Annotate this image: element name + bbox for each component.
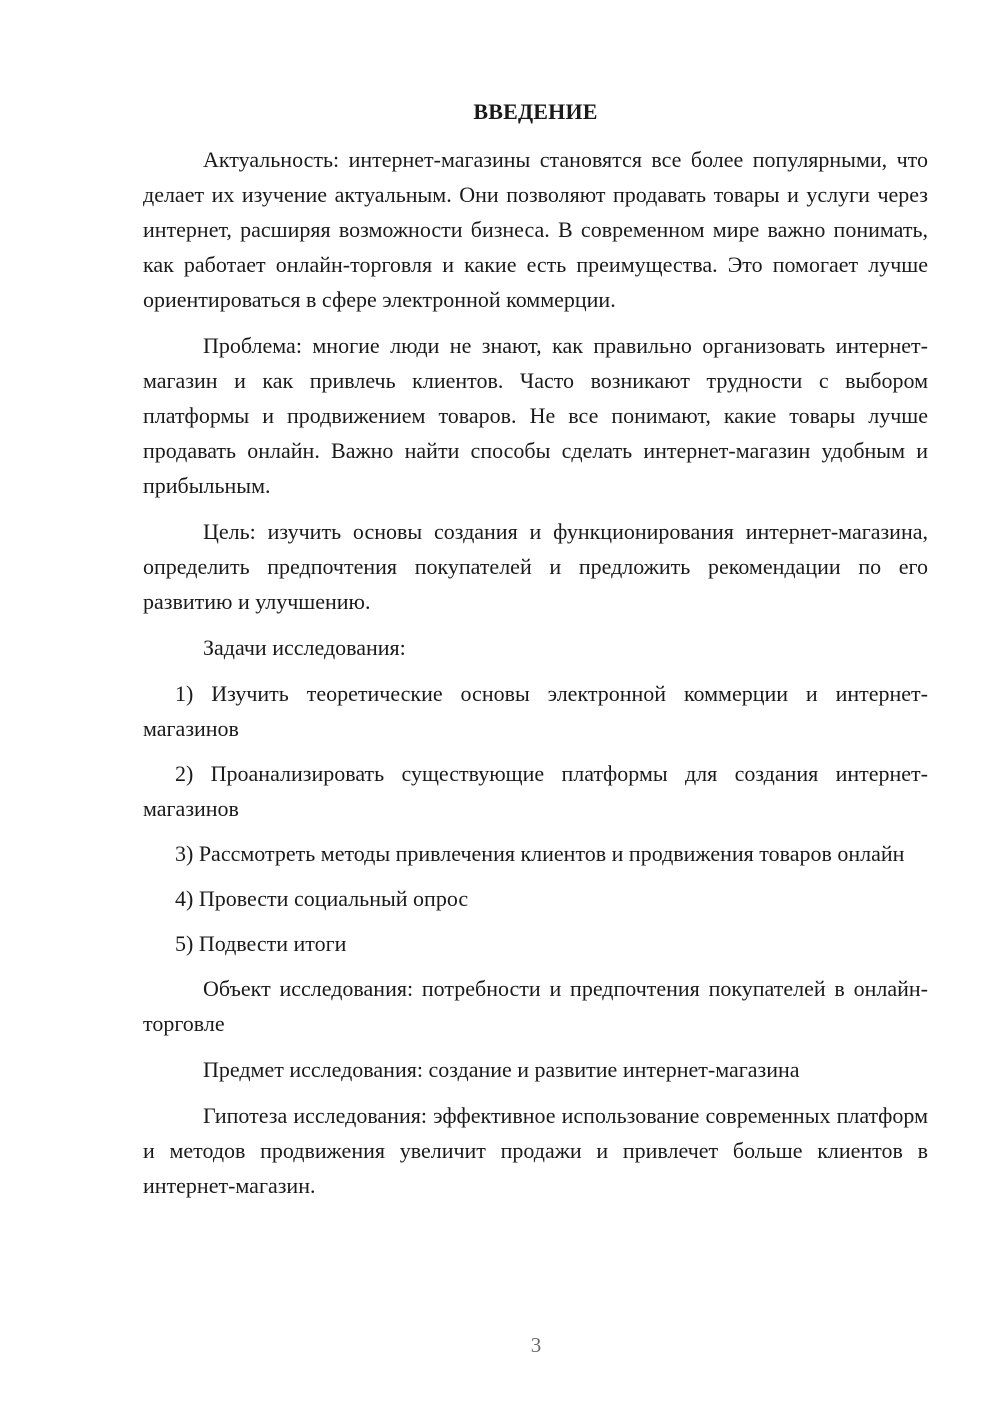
goal-paragraph: Цель: изучить основы создания и функционирования интернет-магазина, определить предпочтения покупателей и предложить рекомендации по его развитию и улучшению. [143,519,928,614]
tasks-heading: Задачи исследования: [203,635,406,660]
document-body [143,142,928,1214]
tasks-list [143,676,928,961]
list-item: 3) Рассмотреть методы привлечения клиентов и продвижения товаров онлайн [175,841,905,866]
list-item: 1) Изучить теоретические основы электронной коммерции и интернет-магазинов [143,681,928,741]
page-number: 3 [530,1333,542,1357]
relevance-paragraph: Актуальность: интернет-магазины становятся все более популярными, что делает их изучение актуальным. Они позволяют продавать товары и услуги через интернет, расширяя возможности бизнеса. В современном мире важно понимать, как работает онлайн-торговля и какие есть преимущества. Это помогает лучше ориентироваться в сфере электронной коммерции. [143,147,928,312]
list-item: 2) Проанализировать существующие платформы для создания интернет-магазинов [143,761,928,821]
list-item: 5) Подвести итоги [175,931,347,956]
subject-paragraph: Предмет исследования: создание и развитие интернет-магазина [203,1057,800,1082]
hypothesis-paragraph: Гипотеза исследования: эффективное использование современных платформ и методов продвижения увеличит продажи и привлечет больше клиентов в интернет-магазин. [143,1103,928,1198]
object-paragraph: Объект исследования: потребности и предпочтения покупателей в онлайн-торговле [143,976,928,1036]
page-title: ВВЕДЕНИЕ [473,99,598,124]
problem-paragraph: Проблема: многие люди не знают, как правильно организовать интернет-магазин и как привлечь клиентов. Часто возникают трудности с выбором платформы и продвижением товаров. Не все понимают, какие товары лучше продавать онлайн. Важно найти способы сделать интернет-магазин удобным и прибыльным. [143,333,928,498]
list-item: 4) Провести социальный опрос [175,886,469,911]
